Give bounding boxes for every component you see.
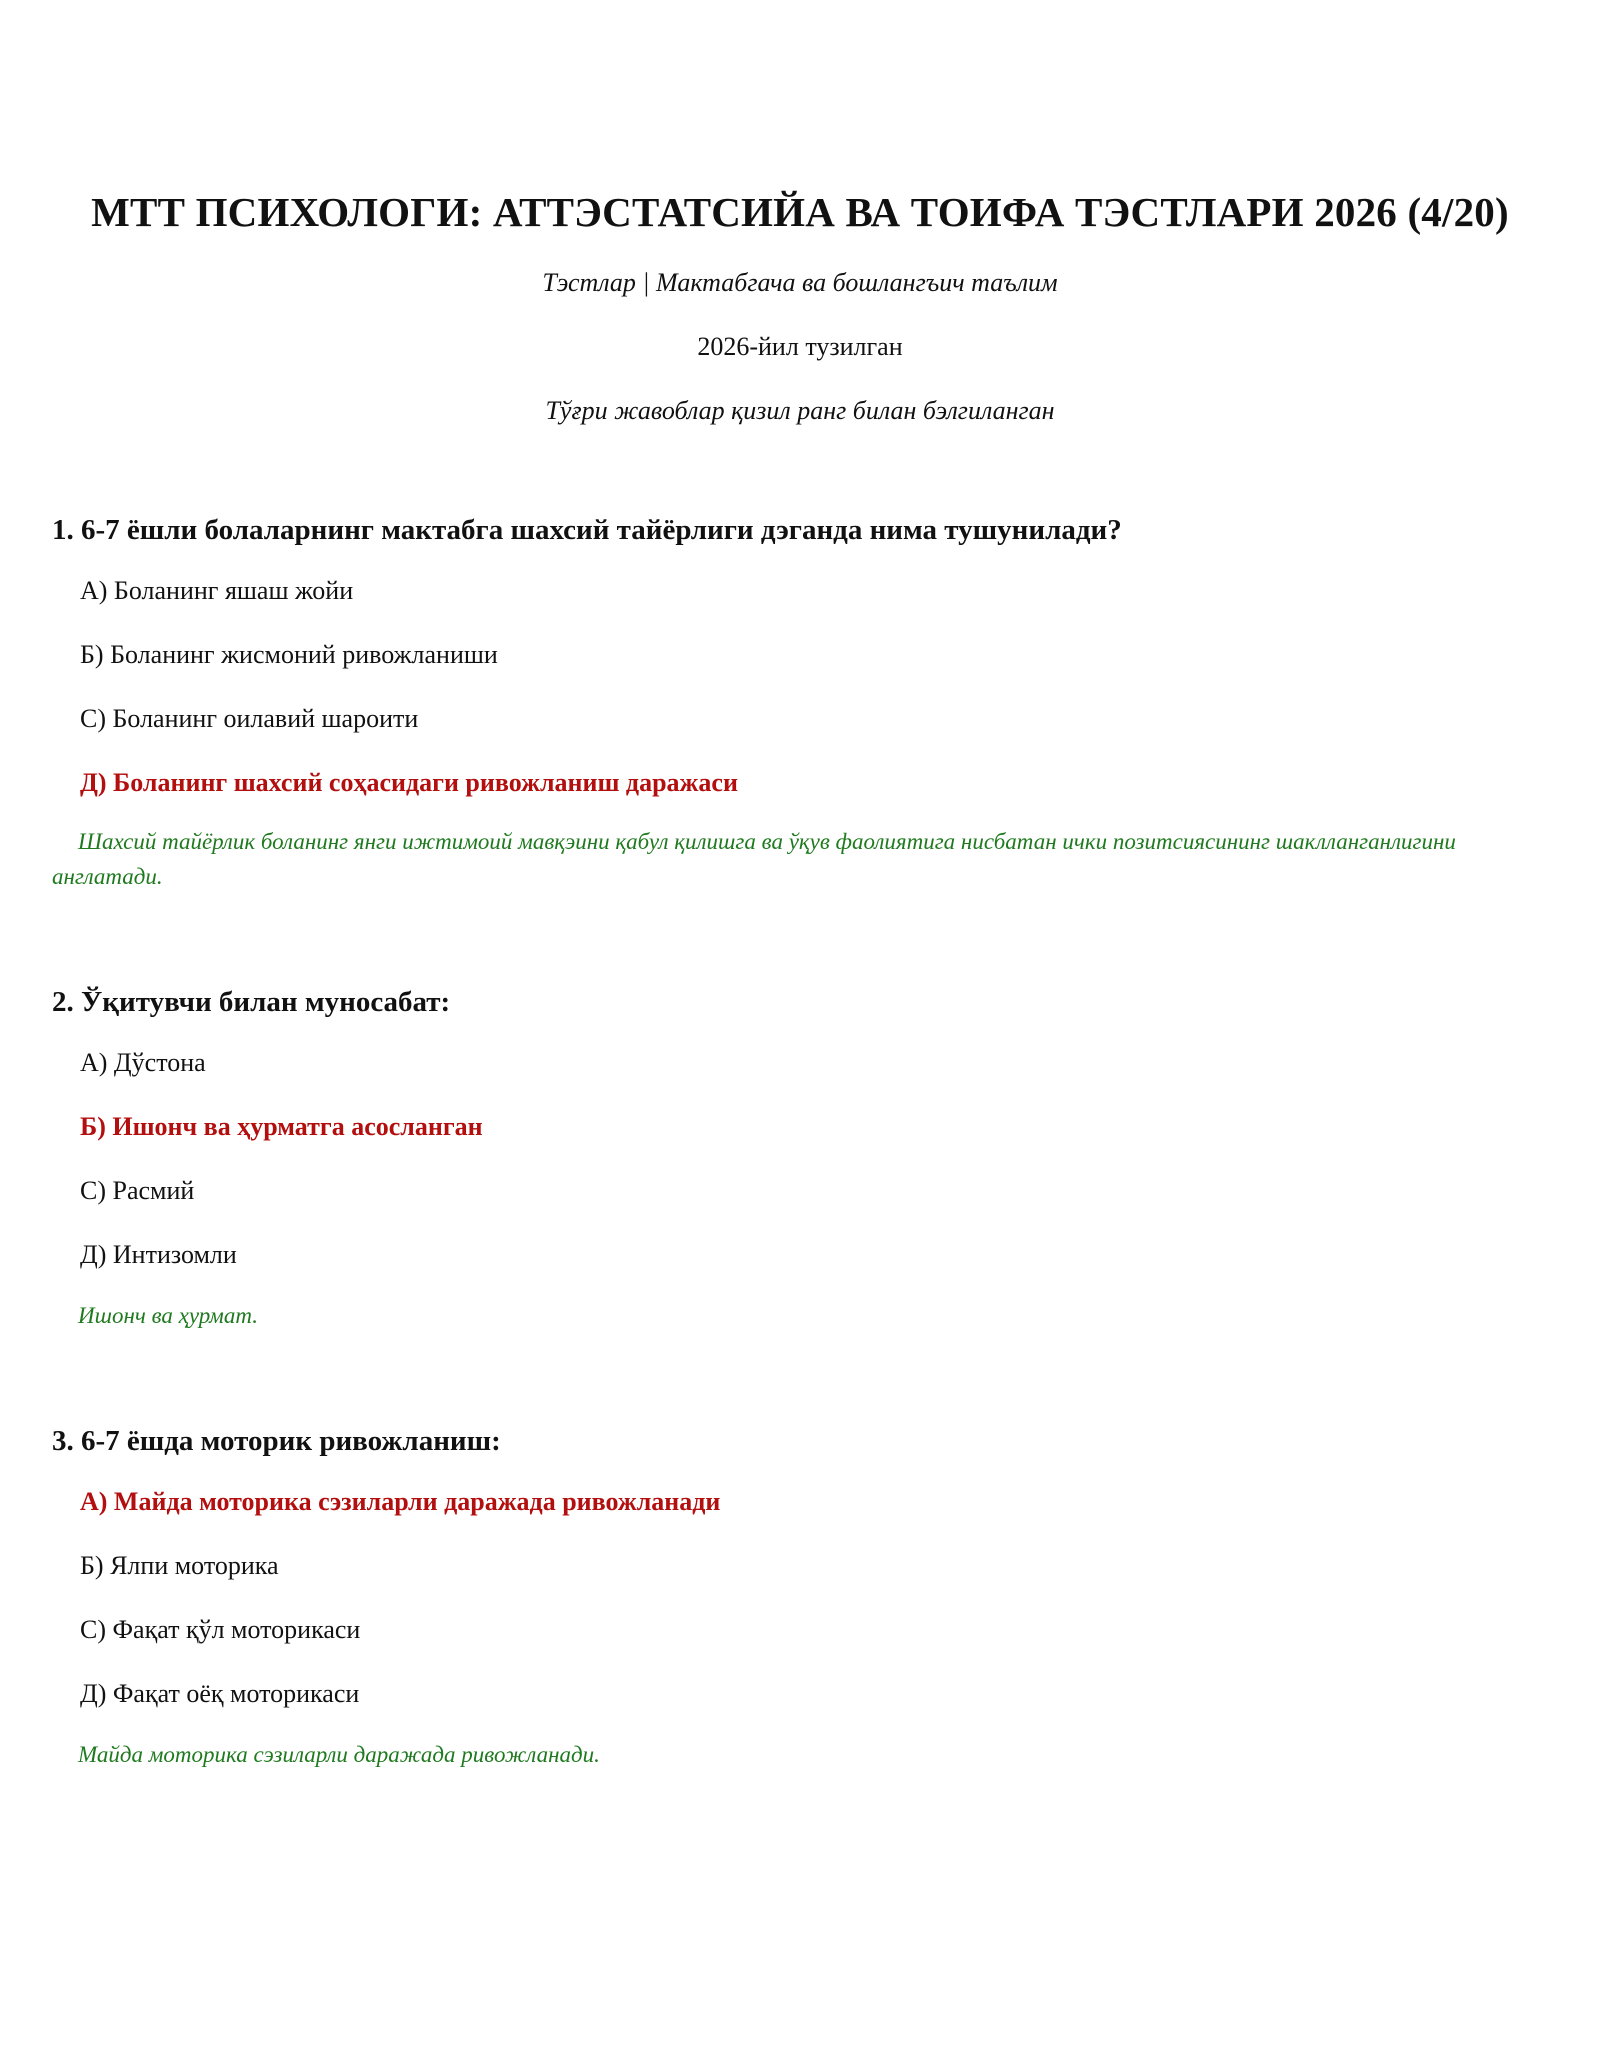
option-a: А) Боланинг яшаш жойи — [80, 576, 354, 605]
question-2 — [52, 984, 1548, 1333]
document-subtitle: Тэстлар | Мактабгача ва бошлангъич таълим — [542, 268, 1058, 297]
option-c: С) Расмий — [80, 1176, 195, 1205]
question-3 — [52, 1423, 1548, 1772]
explanation: Майда моторика сэзиларли даражада ривожланади. — [78, 1742, 600, 1767]
document-note: Тўғри жавоблар қизил ранг билан бэлгиланган — [545, 396, 1055, 425]
option-c: С) Фақат қўл моторикаси — [80, 1615, 361, 1644]
question-text: 3. 6-7 ёшда моторик ривожланиш: — [52, 1425, 501, 1457]
option-d: Д) Фақат оёқ моторикаси — [80, 1679, 360, 1708]
explanation: Шахсий тайёрлик боланинг янги ижтимоий мавқэини қабул қилишга ва ўқув фаолиятига нисбатан ички позитсиясининг шаклланганлигини англатади. — [52, 829, 1456, 889]
explanation: Ишонч ва ҳурмат. — [78, 1303, 258, 1328]
question-1 — [52, 512, 1548, 894]
option-c: С) Боланинг оилавий шароити — [80, 704, 419, 733]
option-a-correct: А) Майда моторика сэзиларли даражада ривожланади — [80, 1487, 721, 1516]
document-header — [0, 0, 1600, 428]
option-d-correct: Д) Боланинг шахсий соҳасидаги ривожланиш даражаси — [80, 768, 738, 797]
option-d: Д) Интизомли — [80, 1240, 237, 1269]
option-b: Б) Боланинг жисмоний ривожланиши — [80, 640, 498, 669]
option-b: Б) Ялпи моторика — [80, 1551, 279, 1580]
question-text: 2. Ўқитувчи билан муносабат: — [52, 986, 451, 1018]
option-a: А) Дўстона — [80, 1048, 206, 1077]
document-date: 2026-йил тузилган — [697, 332, 903, 361]
question-text: 1. 6-7 ёшли болаларнинг мактабга шахсий тайёрлиги дэганда нима тушунилади? — [52, 514, 1122, 546]
document-title: МТТ ПСИХОЛОГИ: АТТЭСТАТСИЙА ВА ТОИФА ТЭСТЛАРИ 2026 (4/20) — [91, 189, 1509, 235]
questions-list — [0, 512, 1600, 1772]
option-b-correct: Б) Ишонч ва ҳурматга асосланган — [80, 1112, 483, 1141]
